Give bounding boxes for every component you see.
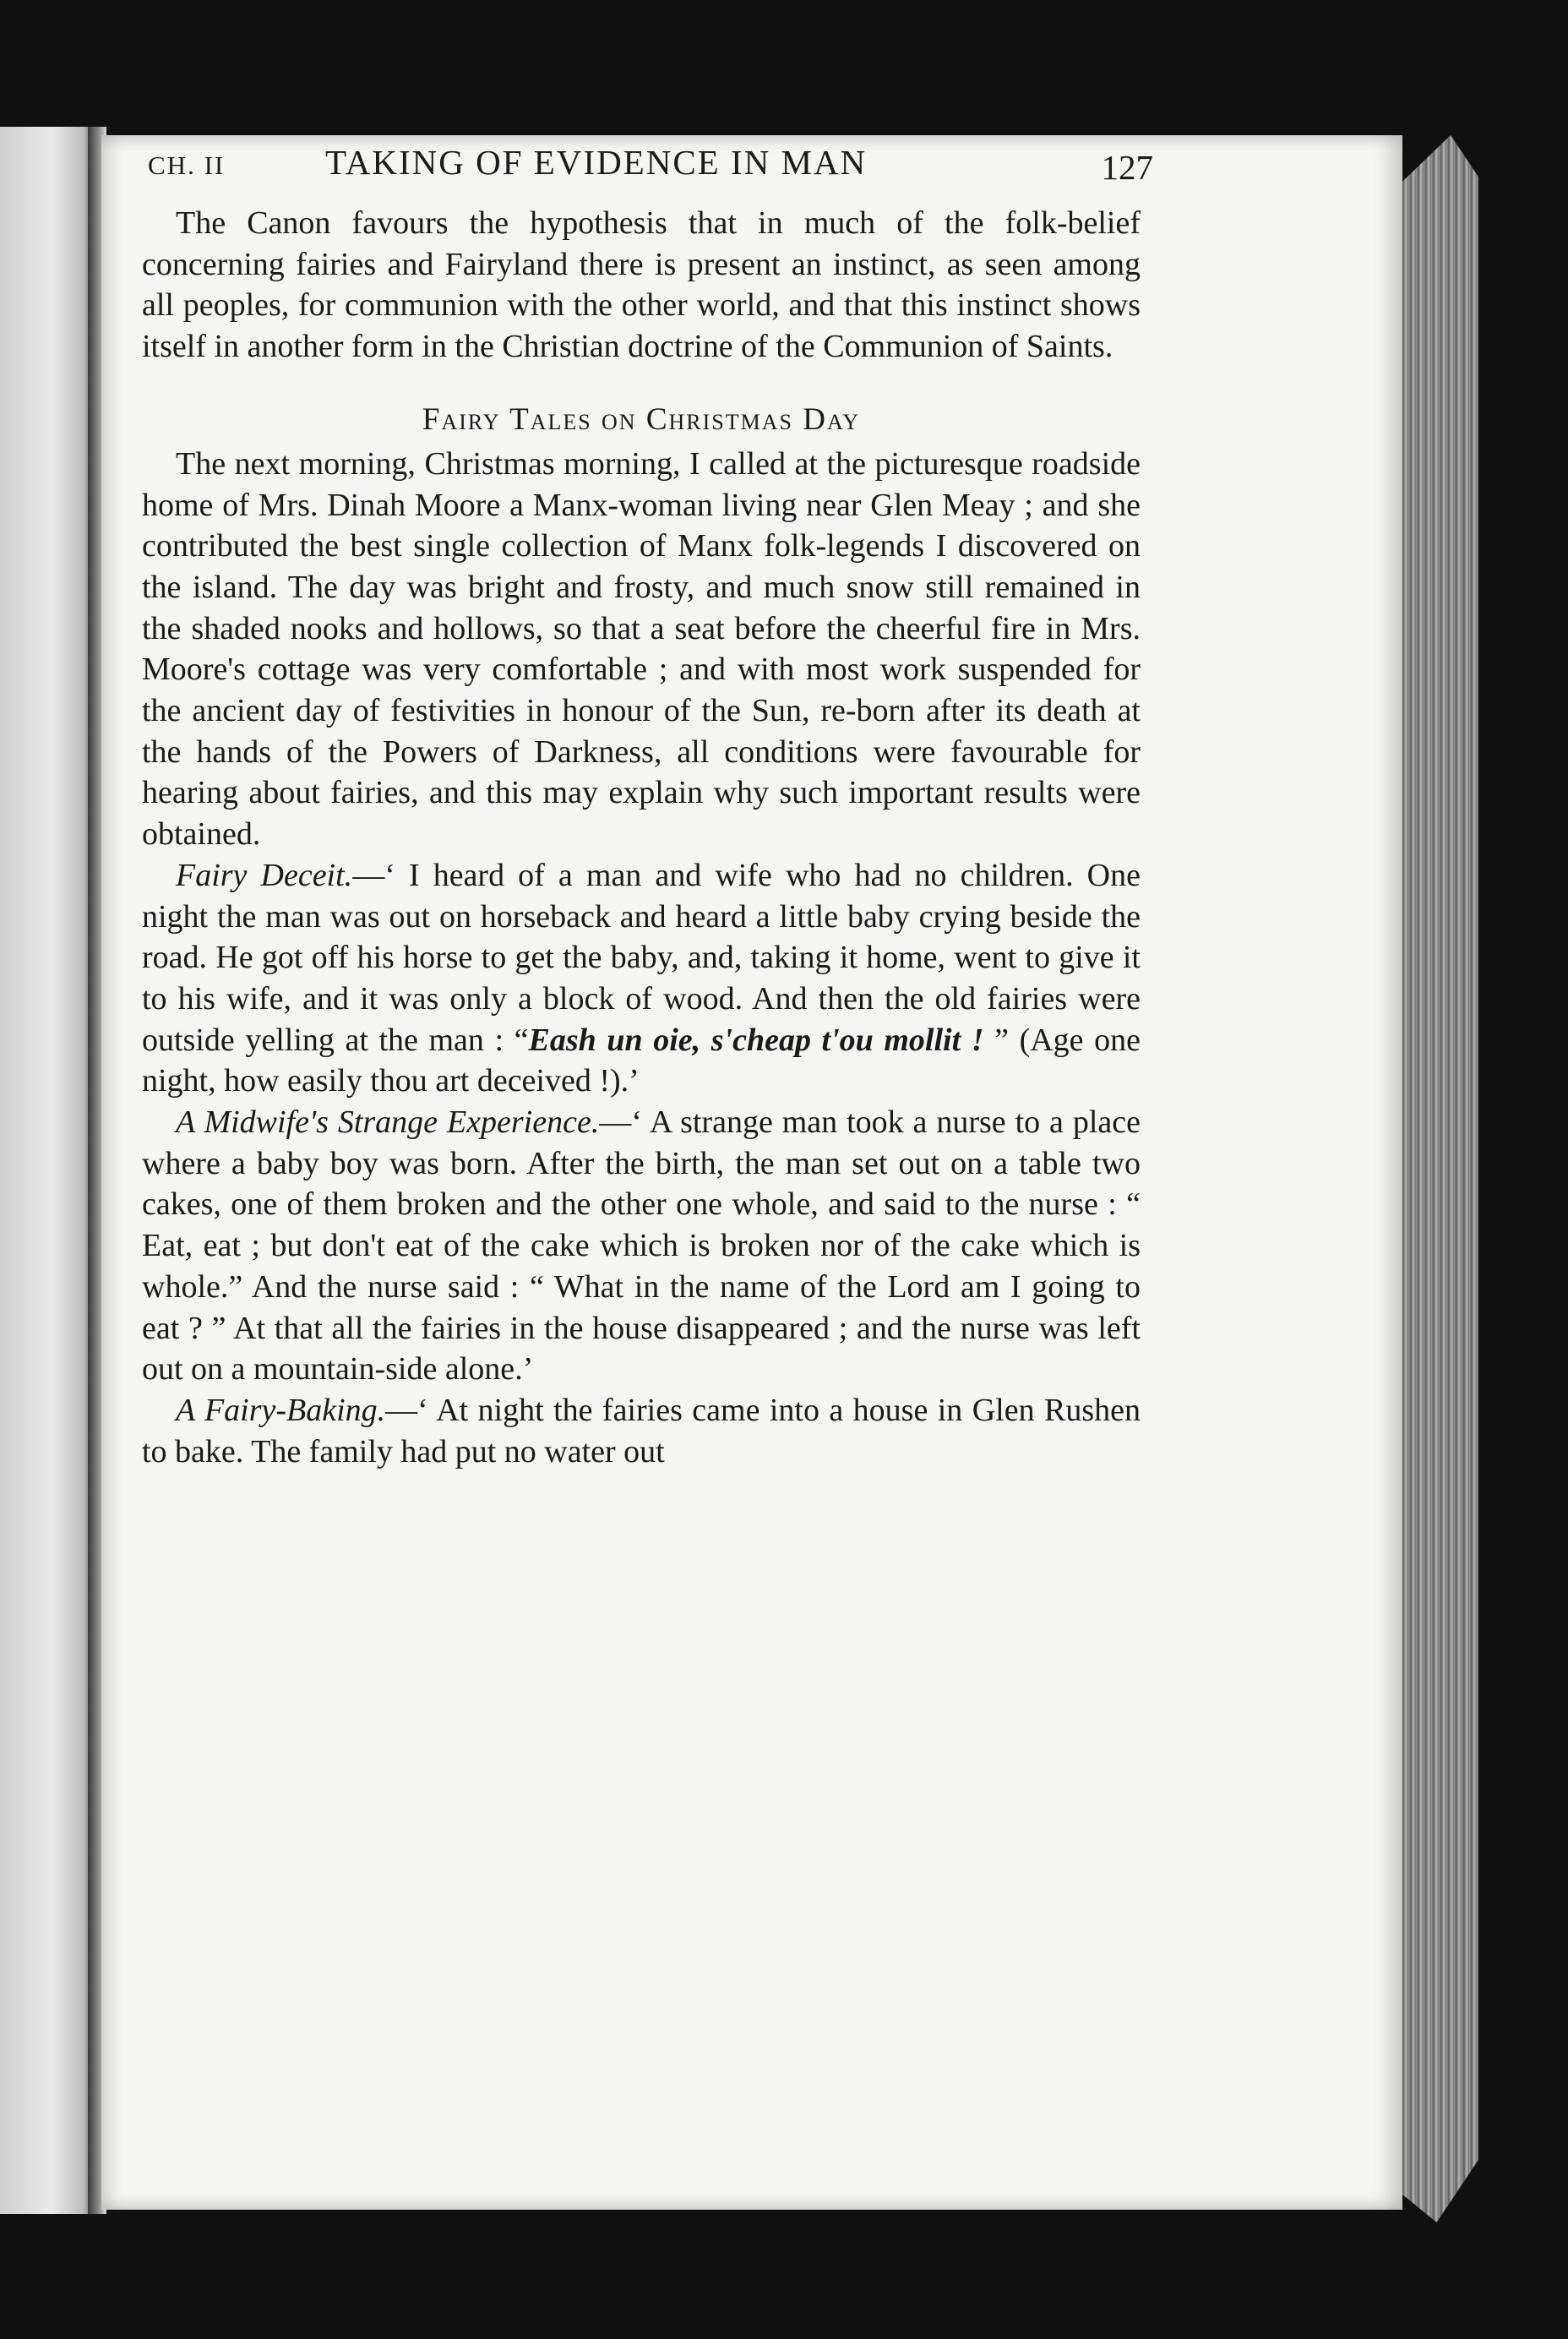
fairy-baking-text: —‘ At night the fairies came into a house in Glen Rushen to bake. The family had put no water out <box>142 1392 1141 1469</box>
midwife-text: —‘ A strange man took a nurse to a place where a baby boy was born. After the birth, the man set out on a table two cakes, one of them broken and the other one whole, and said to the nurse : “ Eat, eat ; but don't eat of the cake which is broken nor of the cake which is whole.” And the nurse said : “ What in the name of the Lord am I going to eat ? ” At that all the fairies in the house disappeared ; and the nurse was left out on a mountain-side alone.’ <box>142 1104 1141 1388</box>
chapter-label: CH. II <box>148 150 226 180</box>
paragraph-fairy-deceit <box>142 855 1141 1102</box>
fairy-baking-lead: A Fairy-Baking. <box>176 1392 386 1428</box>
running-head <box>148 142 1153 193</box>
midwife-lead: A Midwife's Strange Experience. <box>176 1104 600 1141</box>
paragraph-fairy-baking <box>142 1390 1141 1472</box>
running-title: TAKING OF EVIDENCE IN MAN <box>325 143 868 182</box>
fairy-deceit-lead: Fairy Deceit. <box>176 857 353 893</box>
paragraph-christmas-morning: The next morning, Christmas morning, I called at the picturesque roadside home of Mrs. Dinah Moore a Manx-woman living near Glen Meay ; and she contributed the best single collection of Manx folk-legends I discovered on the island. The day was bright and frosty, and much snow still remained in the shaded nooks and hollows, so that a seat before the cheerful fire in Mrs. Moore's cottage was very comfortable ; and with most work suspended for the ancient day of festivities in honour of the Sun, re-born after its death at the hands of the Powers of Darkness, all conditions were favourable for hearing about fairies, and this may explain why such important results were obtained. <box>142 445 1141 853</box>
facing-page-edge <box>0 127 95 2214</box>
page-number: 127 <box>1101 148 1153 187</box>
paragraph-canon: The Canon favours the hypothesis that in much of the folk-belief concerning fairies and Fairyland there is present an instinct, as seen among all peoples, for communion with the other world, and that this instinct shows itself in another form in the Christian doctrine of the Communion of Saints. <box>142 205 1141 365</box>
fairy-deceit-text: —‘ I heard of a man and wife who had no children. One night the man was out on horseback and heard a little baby crying beside the road. He got off his horse to get the baby, and, taking it home, went to give it to his wife, and it was only a block of wood. And then the old fairies were outside yelling at the man : “ <box>142 857 1141 1058</box>
paragraph-midwife <box>142 1102 1141 1390</box>
body-text <box>142 203 1141 1472</box>
manx-phrase: Eash un oie, s'cheap t'ou mollit ! <box>528 1022 984 1058</box>
section-heading: Fairy Tales on Christmas Day <box>422 401 861 437</box>
fairy-deceit-text-end: ” (Age one night, how easily thou art deceived !).’ <box>142 1022 1141 1099</box>
